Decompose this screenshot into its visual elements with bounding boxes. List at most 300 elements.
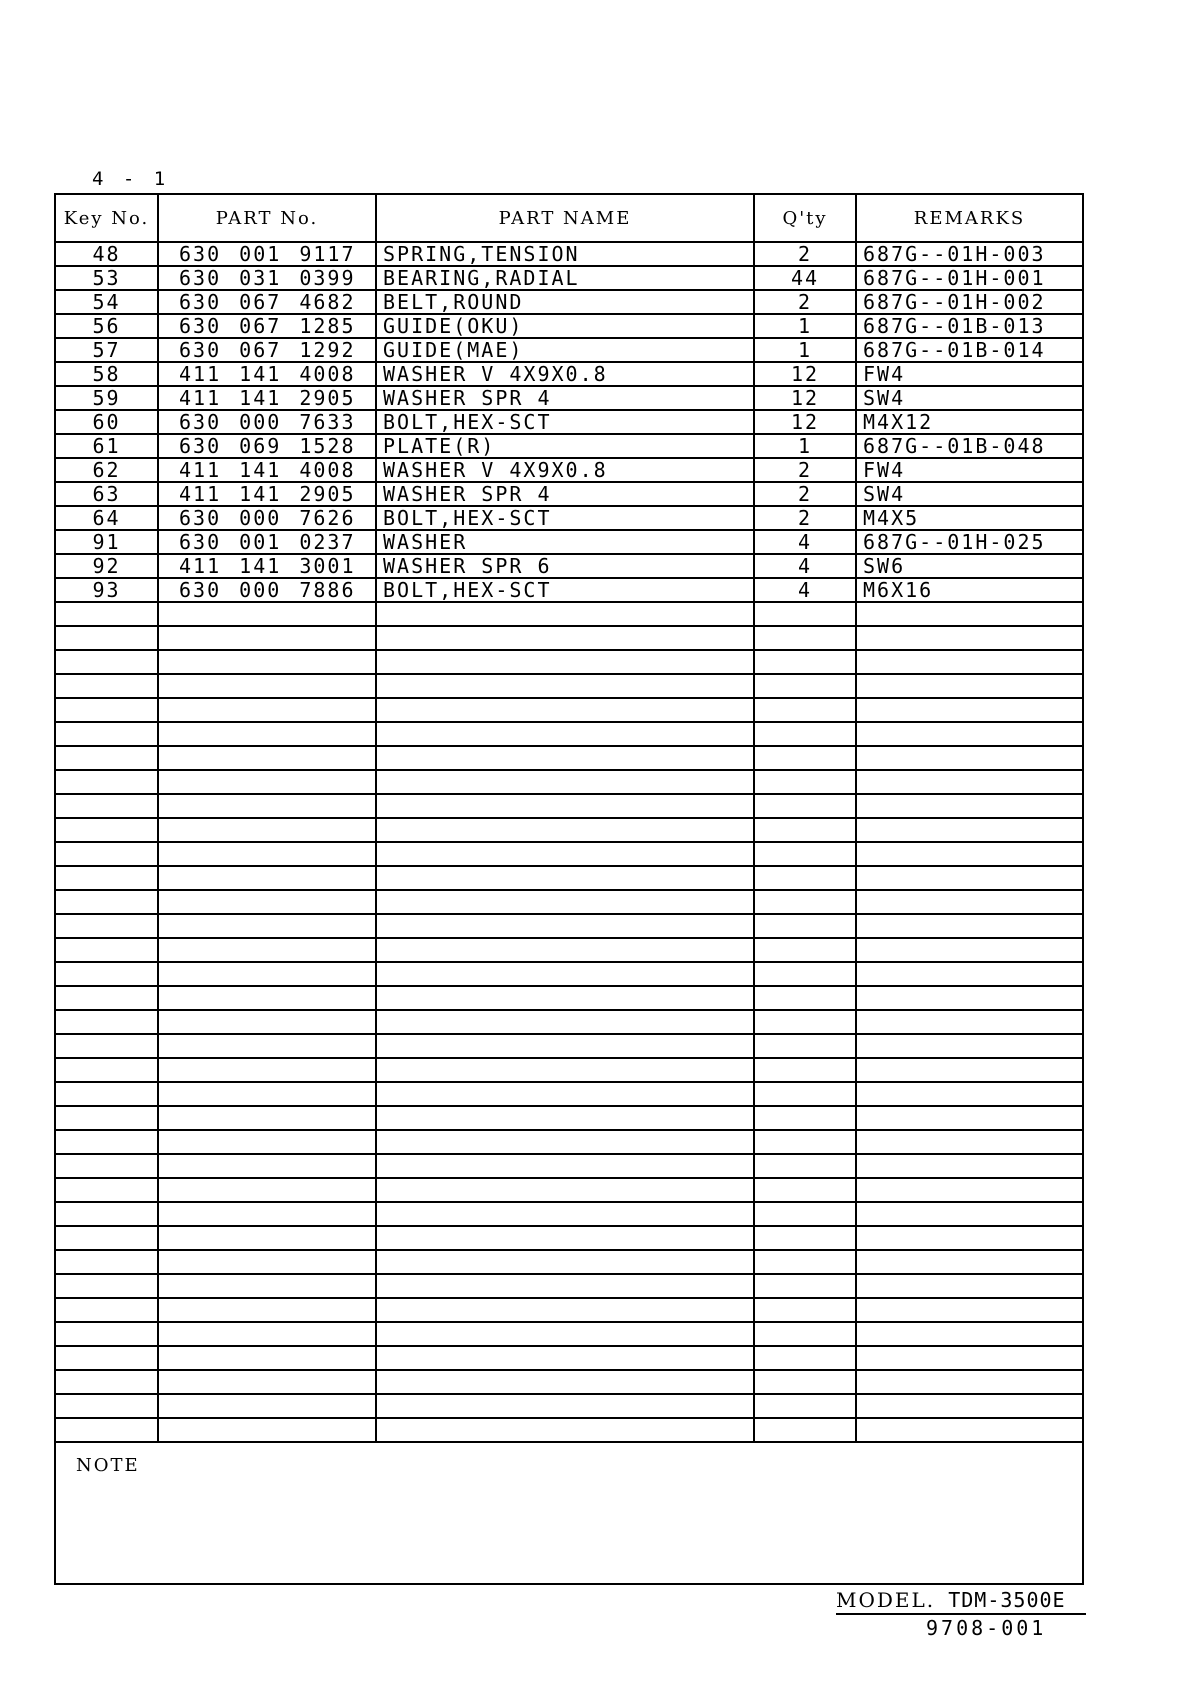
part-no-cell — [158, 818, 376, 842]
qty-cell — [754, 650, 856, 674]
part-name-cell — [376, 938, 754, 962]
qty-cell — [754, 1394, 856, 1418]
qty-cell: 2 — [754, 458, 856, 482]
remarks-cell — [856, 1298, 1082, 1322]
table-row — [56, 386, 1082, 410]
empty-row — [56, 1394, 1082, 1418]
qty-cell — [754, 698, 856, 722]
part-no-cell — [158, 986, 376, 1010]
part-name-cell — [376, 1250, 754, 1274]
remarks-cell — [856, 602, 1082, 626]
col-remarks: REMARKS — [856, 195, 1082, 242]
remarks-cell — [856, 1274, 1082, 1298]
part-name-cell: WASHER — [376, 530, 754, 554]
remarks-cell — [856, 962, 1082, 986]
qty-cell — [754, 914, 856, 938]
part-no-cell — [158, 722, 376, 746]
qty-cell — [754, 890, 856, 914]
key-no-cell: 60 — [56, 410, 158, 434]
key-no-cell — [56, 674, 158, 698]
model-label: MODEL. — [836, 1588, 936, 1612]
part-name-cell: BOLT,HEX-SCT — [376, 578, 754, 602]
qty-cell: 1 — [754, 434, 856, 458]
part-no-cell: 630 067 4682 — [158, 290, 376, 314]
qty-cell: 44 — [754, 266, 856, 290]
parts-rows — [56, 242, 1082, 1442]
remarks-cell: 687G--01H-002 — [856, 290, 1082, 314]
key-no-cell — [56, 650, 158, 674]
qty-cell: 2 — [754, 290, 856, 314]
key-no-cell — [56, 986, 158, 1010]
part-name-cell — [376, 770, 754, 794]
part-name-cell: GUIDE(OKU) — [376, 314, 754, 338]
part-no-cell — [158, 1034, 376, 1058]
part-no-cell: 411 141 4008 — [158, 458, 376, 482]
key-no-cell — [56, 770, 158, 794]
key-no-cell — [56, 914, 158, 938]
part-no-cell — [158, 914, 376, 938]
qty-cell: 2 — [754, 482, 856, 506]
empty-row — [56, 914, 1082, 938]
part-no-cell: 630 000 7886 — [158, 578, 376, 602]
col-qty: Q'ty — [754, 195, 856, 242]
col-key-no: Key No. — [56, 195, 158, 242]
note-area — [56, 1443, 1082, 1583]
part-name-cell — [376, 1178, 754, 1202]
part-no-cell: 411 141 4008 — [158, 362, 376, 386]
table-row — [56, 242, 1082, 266]
key-no-cell — [56, 1154, 158, 1178]
qty-cell — [754, 1298, 856, 1322]
part-no-cell — [158, 1226, 376, 1250]
part-name-cell — [376, 1226, 754, 1250]
remarks-cell — [856, 1154, 1082, 1178]
model-line — [836, 1588, 1086, 1615]
key-no-cell — [56, 1058, 158, 1082]
remarks-cell — [856, 1010, 1082, 1034]
key-no-cell — [56, 1010, 158, 1034]
part-name-cell — [376, 914, 754, 938]
qty-cell: 12 — [754, 362, 856, 386]
empty-row — [56, 818, 1082, 842]
key-no-cell — [56, 890, 158, 914]
part-name-cell: BOLT,HEX-SCT — [376, 410, 754, 434]
empty-row — [56, 1370, 1082, 1394]
part-name-cell — [376, 746, 754, 770]
table-row — [56, 434, 1082, 458]
qty-cell — [754, 1226, 856, 1250]
part-no-cell — [158, 674, 376, 698]
part-name-cell — [376, 986, 754, 1010]
qty-cell — [754, 1106, 856, 1130]
remarks-cell — [856, 1202, 1082, 1226]
empty-row — [56, 602, 1082, 626]
key-no-cell — [56, 938, 158, 962]
table-row — [56, 338, 1082, 362]
part-no-cell — [158, 1154, 376, 1178]
part-no-cell: 630 000 7633 — [158, 410, 376, 434]
part-name-cell — [376, 698, 754, 722]
qty-cell — [754, 1250, 856, 1274]
key-no-cell — [56, 1226, 158, 1250]
qty-cell — [754, 986, 856, 1010]
remarks-cell — [856, 1130, 1082, 1154]
qty-cell — [754, 962, 856, 986]
part-no-cell — [158, 866, 376, 890]
part-name-cell — [376, 794, 754, 818]
key-no-cell — [56, 1346, 158, 1370]
empty-row — [56, 1250, 1082, 1274]
remarks-cell — [856, 1106, 1082, 1130]
table-row — [56, 578, 1082, 602]
qty-cell: 4 — [754, 530, 856, 554]
part-name-cell: BOLT,HEX-SCT — [376, 506, 754, 530]
remarks-cell — [856, 1346, 1082, 1370]
remarks-cell: M4X5 — [856, 506, 1082, 530]
qty-cell: 2 — [754, 242, 856, 266]
key-no-cell — [56, 1322, 158, 1346]
part-no-cell — [158, 770, 376, 794]
part-no-cell: 630 000 7626 — [158, 506, 376, 530]
remarks-cell — [856, 770, 1082, 794]
empty-row — [56, 962, 1082, 986]
parts-table — [56, 195, 1082, 1443]
remarks-cell — [856, 1178, 1082, 1202]
part-no-cell — [158, 698, 376, 722]
empty-row — [56, 1034, 1082, 1058]
table-row — [56, 554, 1082, 578]
qty-cell: 1 — [754, 314, 856, 338]
parts-list-sheet — [54, 193, 1084, 1585]
qty-cell — [754, 1346, 856, 1370]
part-name-cell — [376, 1106, 754, 1130]
qty-cell: 4 — [754, 578, 856, 602]
remarks-cell — [856, 1322, 1082, 1346]
part-no-cell: 411 141 2905 — [158, 386, 376, 410]
part-name-cell: SPRING,TENSION — [376, 242, 754, 266]
part-no-cell — [158, 746, 376, 770]
part-no-cell — [158, 1250, 376, 1274]
part-name-cell — [376, 602, 754, 626]
remarks-cell — [856, 1250, 1082, 1274]
key-no-cell — [56, 1034, 158, 1058]
part-no-cell — [158, 890, 376, 914]
part-name-cell — [376, 1346, 754, 1370]
qty-cell — [754, 1058, 856, 1082]
remarks-cell — [856, 914, 1082, 938]
part-no-cell: 411 141 2905 — [158, 482, 376, 506]
key-no-cell — [56, 1274, 158, 1298]
part-name-cell — [376, 626, 754, 650]
part-name-cell — [376, 818, 754, 842]
key-no-cell — [56, 698, 158, 722]
key-no-cell: 57 — [56, 338, 158, 362]
qty-cell — [754, 1418, 856, 1442]
table-row — [56, 290, 1082, 314]
part-no-cell — [158, 962, 376, 986]
empty-row — [56, 1298, 1082, 1322]
remarks-cell — [856, 794, 1082, 818]
qty-cell: 2 — [754, 506, 856, 530]
part-no-cell: 411 141 3001 — [158, 554, 376, 578]
part-name-cell: BELT,ROUND — [376, 290, 754, 314]
empty-row — [56, 1178, 1082, 1202]
remarks-cell — [856, 938, 1082, 962]
table-row — [56, 410, 1082, 434]
part-no-cell — [158, 938, 376, 962]
part-name-cell — [376, 650, 754, 674]
qty-cell — [754, 1178, 856, 1202]
qty-cell — [754, 1130, 856, 1154]
remarks-cell — [856, 1370, 1082, 1394]
qty-cell — [754, 1202, 856, 1226]
key-no-cell — [56, 602, 158, 626]
key-no-cell — [56, 1082, 158, 1106]
empty-row — [56, 1106, 1082, 1130]
empty-row — [56, 770, 1082, 794]
remarks-cell — [856, 986, 1082, 1010]
remarks-cell — [856, 746, 1082, 770]
part-name-cell — [376, 674, 754, 698]
part-no-cell — [158, 1106, 376, 1130]
qty-cell — [754, 818, 856, 842]
section-number: 4 - 1 — [92, 168, 170, 190]
key-no-cell — [56, 1202, 158, 1226]
qty-cell — [754, 602, 856, 626]
part-no-cell — [158, 1322, 376, 1346]
table-row — [56, 482, 1082, 506]
empty-row — [56, 866, 1082, 890]
key-no-cell — [56, 866, 158, 890]
part-name-cell — [376, 1298, 754, 1322]
part-no-cell: 630 067 1285 — [158, 314, 376, 338]
part-no-cell — [158, 1010, 376, 1034]
empty-row — [56, 1346, 1082, 1370]
key-no-cell: 91 — [56, 530, 158, 554]
remarks-cell — [856, 1226, 1082, 1250]
remarks-cell — [856, 842, 1082, 866]
part-no-cell — [158, 1082, 376, 1106]
col-part-name: PART NAME — [376, 195, 754, 242]
table-row — [56, 314, 1082, 338]
qty-cell — [754, 1154, 856, 1178]
part-name-cell — [376, 722, 754, 746]
part-no-cell: 630 069 1528 — [158, 434, 376, 458]
part-name-cell: PLATE(R) — [376, 434, 754, 458]
key-no-cell: 53 — [56, 266, 158, 290]
part-name-cell — [376, 1058, 754, 1082]
part-name-cell: BEARING,RADIAL — [376, 266, 754, 290]
part-no-cell: 630 031 0399 — [158, 266, 376, 290]
part-name-cell — [376, 1202, 754, 1226]
qty-cell — [754, 722, 856, 746]
part-name-cell — [376, 1154, 754, 1178]
part-name-cell — [376, 1322, 754, 1346]
key-no-cell — [56, 1418, 158, 1442]
key-no-cell: 92 — [56, 554, 158, 578]
key-no-cell — [56, 722, 158, 746]
remarks-cell — [856, 674, 1082, 698]
qty-cell — [754, 938, 856, 962]
part-no-cell — [158, 1058, 376, 1082]
remarks-cell: SW4 — [856, 386, 1082, 410]
table-row — [56, 362, 1082, 386]
part-name-cell: WASHER V 4X9X0.8 — [376, 458, 754, 482]
qty-cell — [754, 1274, 856, 1298]
part-no-cell — [158, 1178, 376, 1202]
part-name-cell — [376, 1274, 754, 1298]
key-no-cell: 54 — [56, 290, 158, 314]
remarks-cell — [856, 1034, 1082, 1058]
part-no-cell — [158, 626, 376, 650]
remarks-cell — [856, 1394, 1082, 1418]
qty-cell — [754, 1370, 856, 1394]
col-part-no: PART No. — [158, 195, 376, 242]
qty-cell — [754, 1082, 856, 1106]
part-name-cell — [376, 866, 754, 890]
empty-row — [56, 938, 1082, 962]
part-no-cell — [158, 1346, 376, 1370]
qty-cell — [754, 746, 856, 770]
remarks-cell: SW4 — [856, 482, 1082, 506]
part-name-cell — [376, 890, 754, 914]
remarks-cell: FW4 — [856, 362, 1082, 386]
remarks-cell — [856, 650, 1082, 674]
document-code: 9708-001 — [926, 1616, 1047, 1640]
remarks-cell: 687G--01B-013 — [856, 314, 1082, 338]
part-no-cell — [158, 1394, 376, 1418]
key-no-cell: 48 — [56, 242, 158, 266]
qty-cell — [754, 1322, 856, 1346]
key-no-cell — [56, 818, 158, 842]
empty-row — [56, 1058, 1082, 1082]
key-no-cell — [56, 842, 158, 866]
qty-cell — [754, 770, 856, 794]
remarks-cell — [856, 866, 1082, 890]
table-row — [56, 530, 1082, 554]
empty-row — [56, 698, 1082, 722]
part-no-cell — [158, 650, 376, 674]
key-no-cell — [56, 746, 158, 770]
remarks-cell: 687G--01H-001 — [856, 266, 1082, 290]
key-no-cell — [56, 1178, 158, 1202]
key-no-cell — [56, 1394, 158, 1418]
empty-row — [56, 1226, 1082, 1250]
empty-row — [56, 650, 1082, 674]
part-name-cell — [376, 962, 754, 986]
empty-row — [56, 986, 1082, 1010]
key-no-cell — [56, 962, 158, 986]
empty-row — [56, 1202, 1082, 1226]
remarks-cell: 687G--01H-003 — [856, 242, 1082, 266]
empty-row — [56, 1010, 1082, 1034]
key-no-cell: 63 — [56, 482, 158, 506]
key-no-cell: 64 — [56, 506, 158, 530]
key-no-cell — [56, 626, 158, 650]
remarks-cell: M6X16 — [856, 578, 1082, 602]
part-name-cell: WASHER SPR 4 — [376, 386, 754, 410]
part-no-cell: 630 001 9117 — [158, 242, 376, 266]
empty-row — [56, 1322, 1082, 1346]
remarks-cell — [856, 818, 1082, 842]
table-row — [56, 458, 1082, 482]
part-no-cell — [158, 794, 376, 818]
remarks-cell: 687G--01B-014 — [856, 338, 1082, 362]
qty-cell — [754, 626, 856, 650]
part-name-cell: GUIDE(MAE) — [376, 338, 754, 362]
qty-cell — [754, 794, 856, 818]
key-no-cell: 59 — [56, 386, 158, 410]
header-row — [56, 195, 1082, 242]
empty-row — [56, 746, 1082, 770]
part-name-cell — [376, 1130, 754, 1154]
qty-cell: 12 — [754, 410, 856, 434]
qty-cell — [754, 866, 856, 890]
part-no-cell — [158, 1202, 376, 1226]
part-name-cell: WASHER V 4X9X0.8 — [376, 362, 754, 386]
remarks-cell: FW4 — [856, 458, 1082, 482]
key-no-cell — [56, 1370, 158, 1394]
remarks-cell: 687G--01B-048 — [856, 434, 1082, 458]
table-row — [56, 266, 1082, 290]
remarks-cell — [856, 890, 1082, 914]
part-name-cell: WASHER SPR 6 — [376, 554, 754, 578]
qty-cell — [754, 674, 856, 698]
remarks-cell — [856, 722, 1082, 746]
key-no-cell: 62 — [56, 458, 158, 482]
part-name-cell: WASHER SPR 4 — [376, 482, 754, 506]
part-no-cell — [158, 1370, 376, 1394]
empty-row — [56, 1082, 1082, 1106]
key-no-cell: 56 — [56, 314, 158, 338]
part-no-cell — [158, 602, 376, 626]
remarks-cell: SW6 — [856, 554, 1082, 578]
key-no-cell — [56, 1130, 158, 1154]
part-name-cell — [376, 1394, 754, 1418]
part-name-cell — [376, 842, 754, 866]
key-no-cell — [56, 1106, 158, 1130]
qty-cell: 1 — [754, 338, 856, 362]
empty-row — [56, 1130, 1082, 1154]
remarks-cell — [856, 1058, 1082, 1082]
part-no-cell — [158, 1130, 376, 1154]
key-no-cell: 58 — [56, 362, 158, 386]
key-no-cell — [56, 1250, 158, 1274]
empty-row — [56, 842, 1082, 866]
part-no-cell — [158, 1274, 376, 1298]
part-name-cell — [376, 1082, 754, 1106]
remarks-cell: 687G--01H-025 — [856, 530, 1082, 554]
empty-row — [56, 626, 1082, 650]
qty-cell — [754, 1010, 856, 1034]
qty-cell — [754, 842, 856, 866]
key-no-cell: 61 — [56, 434, 158, 458]
remarks-cell — [856, 1418, 1082, 1442]
empty-row — [56, 674, 1082, 698]
key-no-cell — [56, 794, 158, 818]
empty-row — [56, 1274, 1082, 1298]
empty-row — [56, 1154, 1082, 1178]
part-no-cell — [158, 1418, 376, 1442]
empty-row — [56, 890, 1082, 914]
table-row — [56, 506, 1082, 530]
empty-row — [56, 722, 1082, 746]
remarks-cell — [856, 1082, 1082, 1106]
part-no-cell — [158, 1298, 376, 1322]
remarks-cell — [856, 698, 1082, 722]
part-name-cell — [376, 1034, 754, 1058]
note-label: NOTE — [76, 1455, 140, 1476]
